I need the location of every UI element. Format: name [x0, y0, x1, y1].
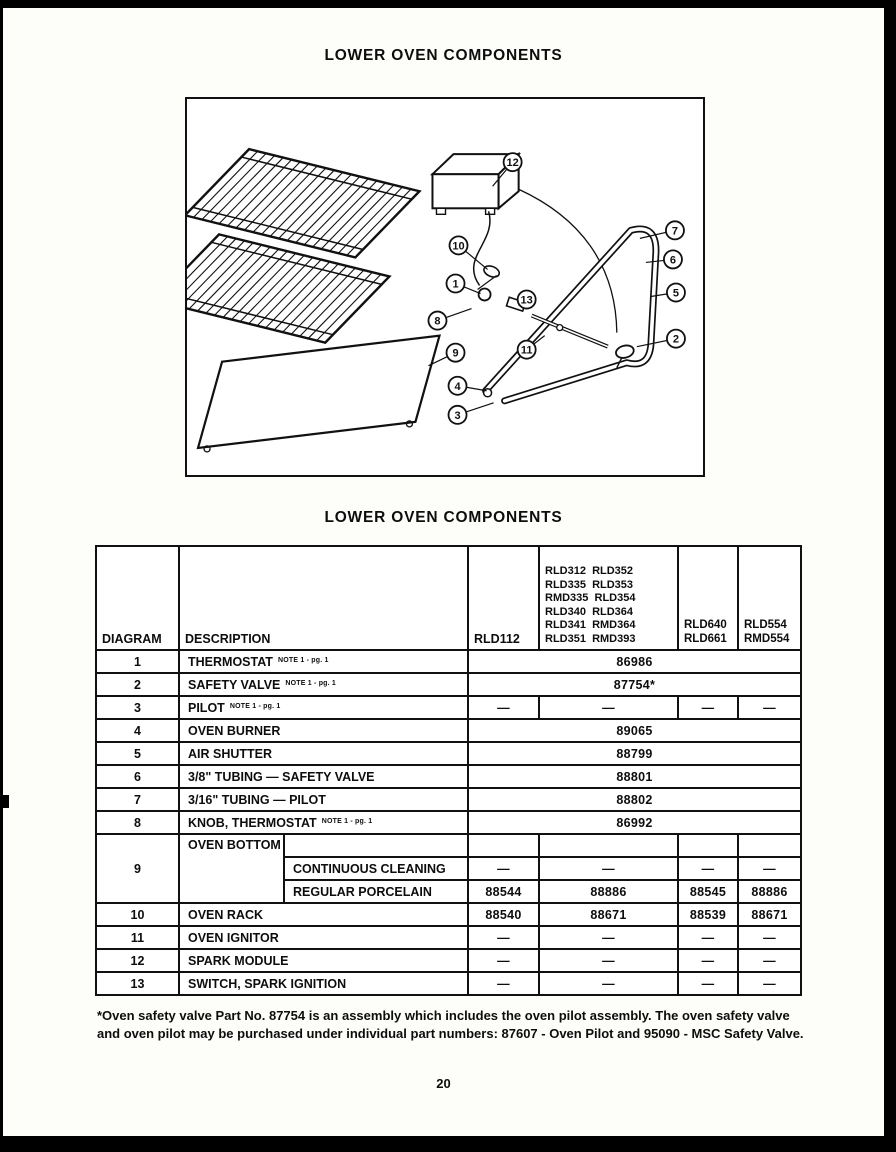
oven-burner [486, 229, 656, 401]
part-number: 89065 [468, 719, 801, 742]
diagram-number: 1 [96, 650, 179, 673]
diagram-canvas [187, 99, 703, 475]
part-description: SPARK MODULE [179, 949, 468, 972]
oven-rack-lower [187, 234, 389, 342]
part-description-sub [284, 834, 468, 857]
diagram-number: 2 [96, 673, 179, 696]
part-description: OVEN BOTTOM [179, 834, 284, 903]
callout-8 [428, 309, 471, 330]
part-number: — [468, 926, 539, 949]
part-description: OVEN BURNER [179, 719, 468, 742]
table-row [96, 742, 801, 765]
col-header-description: DESCRIPTION [179, 546, 468, 650]
svg-text:5: 5 [672, 287, 680, 300]
table-title: LOWER OVEN COMPONENTS [324, 509, 563, 526]
model-line: RLD335 RLD353 [545, 578, 634, 591]
part-number: 88801 [468, 765, 801, 788]
part-number: — [678, 949, 738, 972]
diagram-number: 10 [96, 903, 179, 926]
part-number: — [539, 857, 678, 880]
svg-text:8: 8 [434, 315, 441, 328]
part-number: 88544 [468, 880, 539, 903]
part-number: — [468, 972, 539, 995]
table-row [96, 972, 801, 995]
manual-page [3, 8, 884, 1136]
part-number: — [468, 949, 539, 972]
note-reference: NOTE 1 - pg. 1 [277, 657, 329, 664]
part-number: — [678, 696, 738, 719]
table-row [96, 719, 801, 742]
part-number: — [738, 926, 801, 949]
svg-text:3: 3 [454, 409, 461, 422]
part-number [678, 834, 738, 857]
part-number: — [539, 972, 678, 995]
callout-6 [646, 250, 682, 268]
part-number: — [738, 972, 801, 995]
table-row [96, 811, 801, 834]
diagram-number: 11 [96, 926, 179, 949]
page-title: LOWER OVEN COMPONENTS [324, 47, 563, 64]
part-number: 88671 [738, 903, 801, 926]
part-number: — [539, 949, 678, 972]
svg-text:9: 9 [452, 347, 459, 360]
callout-13 [518, 291, 536, 309]
part-number: — [738, 857, 801, 880]
part-number: 87754* [468, 673, 801, 696]
part-number: 86986 [468, 650, 801, 673]
svg-text:2: 2 [672, 333, 680, 346]
diagram-number: 7 [96, 788, 179, 811]
part-description: 3/8" TUBING — SAFETY VALVE [179, 765, 468, 788]
diagram-number: 6 [96, 765, 179, 788]
part-description-sub: CONTINUOUS CLEANING [284, 857, 468, 880]
table-row [96, 926, 801, 949]
callout-4 [449, 377, 487, 395]
model-line: RLD661 [684, 633, 727, 645]
table-row [96, 650, 801, 673]
part-description: AIR SHUTTER [179, 742, 468, 765]
part-number: 88540 [468, 903, 539, 926]
part-number: 88671 [539, 903, 678, 926]
parts-table [95, 545, 802, 996]
svg-text:13: 13 [520, 294, 533, 307]
part-number [468, 834, 539, 857]
part-description-sub: REGULAR PORCELAIN [284, 880, 468, 903]
table-row [96, 949, 801, 972]
callout-2 [637, 330, 685, 348]
svg-text:4: 4 [454, 380, 461, 393]
parts-table-body [96, 650, 801, 995]
table-row [96, 788, 801, 811]
model-line: RLD640 [684, 619, 727, 631]
scan-edge-mark [0, 795, 9, 808]
part-number: 86992 [468, 811, 801, 834]
model-line: RMD554 [744, 633, 790, 645]
model-line: RLD340 RLD364 [545, 605, 634, 618]
diagram-number: 12 [96, 949, 179, 972]
parts-diagram [185, 97, 705, 477]
table-row [96, 903, 801, 926]
part-description: SWITCH, SPARK IGNITION [179, 972, 468, 995]
part-number: 88545 [678, 880, 738, 903]
part-description: KNOB, THERMOSTAT $^{NOTE 1 - pg. 1}$ [179, 811, 468, 834]
diagram-number: 9 [96, 834, 179, 903]
col-header-rld112: RLD112 [468, 546, 539, 650]
part-number: — [678, 926, 738, 949]
table-header-row [96, 546, 801, 650]
part-number: 88539 [678, 903, 738, 926]
col-header-rld640 [678, 546, 738, 650]
note-reference: NOTE 1 - pg. 1 [321, 818, 373, 825]
col-header-diagram: DIAGRAM [96, 546, 179, 650]
oven-bottom-panel [198, 336, 439, 452]
diagram-number: 4 [96, 719, 179, 742]
part-number: — [678, 972, 738, 995]
diagram-number: 5 [96, 742, 179, 765]
model-line: RLD351 RMD393 [545, 632, 636, 645]
svg-text:12: 12 [506, 157, 519, 170]
svg-text:10: 10 [452, 240, 465, 253]
part-number: — [539, 696, 678, 719]
part-number: — [738, 696, 801, 719]
diagram-number: 3 [96, 696, 179, 719]
oven-rack-upper [187, 149, 419, 257]
table-row [96, 834, 801, 857]
model-line: RLD554 [744, 619, 787, 631]
part-description: THERMOSTAT $^{NOTE 1 - pg. 1}$ [179, 650, 468, 673]
model-line: RMD335 RLD354 [545, 592, 636, 604]
part-number: 88799 [468, 742, 801, 765]
part-number: 88802 [468, 788, 801, 811]
part-number: — [539, 926, 678, 949]
col-header-rld554 [738, 546, 801, 650]
footnote: *Oven safety valve Part No. 87754 is an assembly which includes the oven pilot assembly. The oven safety valve and oven pilot may be purchased under individual part numbers: 87607 - Oven Pilot and 95090 - MSC Safety Valve. [97, 1008, 804, 1041]
col-header-model-group [539, 546, 678, 650]
part-number: 88886 [539, 880, 678, 903]
callout-10 [450, 236, 488, 269]
callout-3 [449, 403, 494, 424]
diagram-number: 13 [96, 972, 179, 995]
part-number [539, 834, 678, 857]
part-number: — [468, 857, 539, 880]
part-number: — [738, 949, 801, 972]
part-number: — [468, 696, 539, 719]
part-description: OVEN RACK [179, 903, 468, 926]
part-number: 88886 [738, 880, 801, 903]
note-reference: NOTE 1 - pg. 1 [285, 680, 337, 687]
svg-text:1: 1 [452, 278, 459, 291]
table-row [96, 673, 801, 696]
svg-text:7: 7 [671, 225, 679, 238]
svg-text:11: 11 [520, 344, 533, 357]
part-number: — [678, 857, 738, 880]
part-description: 3/16" TUBING — PILOT [179, 788, 468, 811]
diagram-number: 8 [96, 811, 179, 834]
part-description: OVEN IGNITOR [179, 926, 468, 949]
part-description: PILOT $^{NOTE 1 - pg. 1}$ [179, 696, 468, 719]
table-row [96, 765, 801, 788]
model-line: RLD341 RMD364 [545, 619, 636, 631]
note-reference: NOTE 1 - pg. 1 [229, 703, 281, 710]
svg-text:6: 6 [669, 254, 677, 267]
model-line: RLD312 RLD352 [545, 565, 634, 577]
part-number [738, 834, 801, 857]
table-row [96, 696, 801, 719]
page-number: 20 [436, 1076, 451, 1091]
part-description: SAFETY VALVE $^{NOTE 1 - pg. 1}$ [179, 673, 468, 696]
